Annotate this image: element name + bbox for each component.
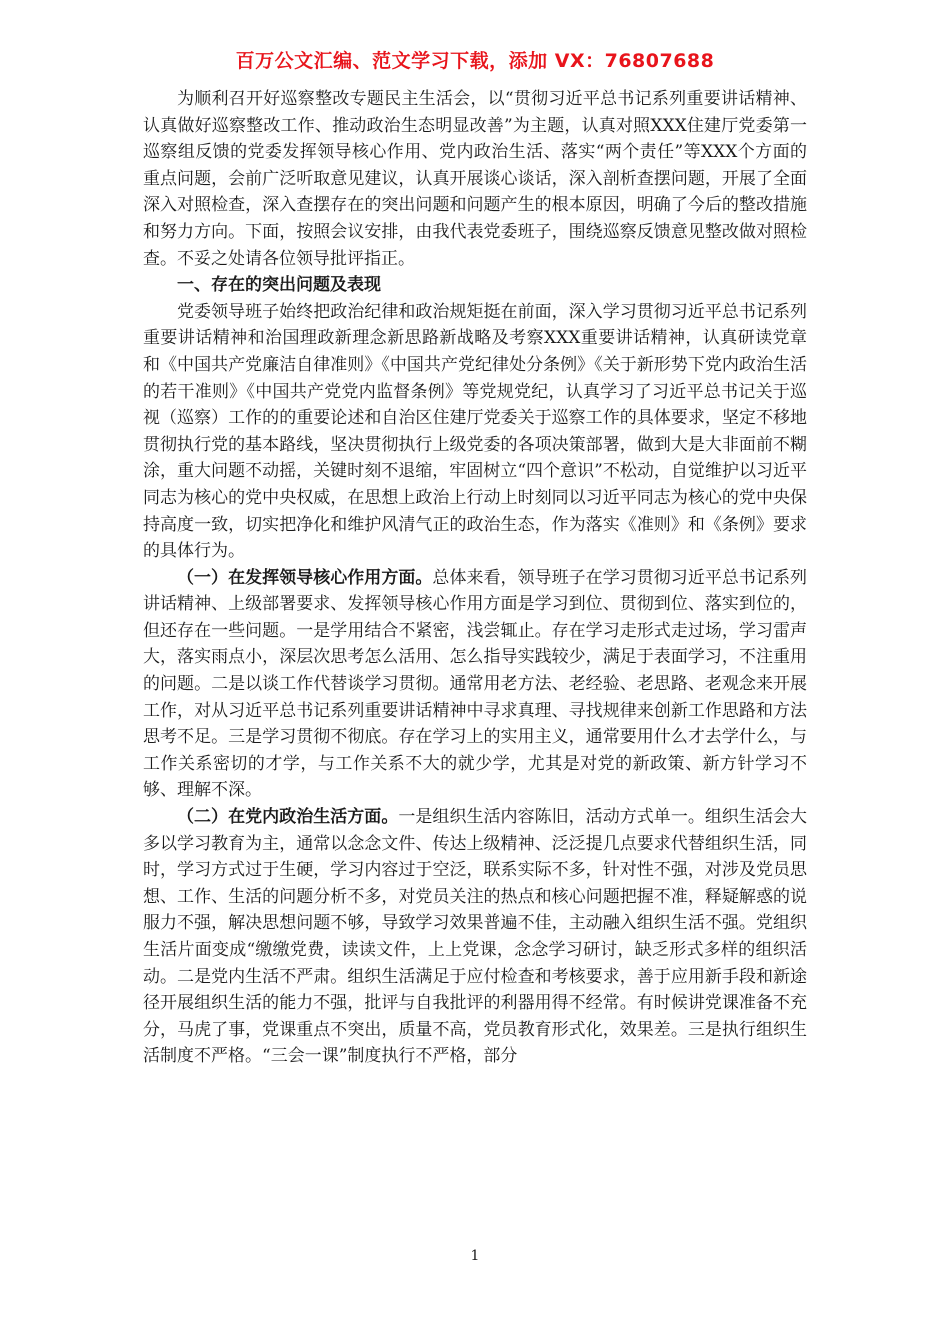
subsection-1-title: （一）在发挥领导核心作用方面。 bbox=[177, 567, 433, 588]
intro-paragraph: 为顺利召开好巡察整改专题民主生活会，以“贯彻习近平总书记系列重要讲话精神、认真做好巡察整改工作、推动政治生态明显改善”为主题，认真对照XXX住建厅党委第一巡察组反馈的党委发挥领导核心作用、党内政治生活、落实“两个责任”等XXX个方面的重点问题，会前广泛听取意见建议，认真开展谈心谈话，深入剖析查摆问题，开展了全面深入对照检查，深入查摆存在的突出问题和问题产生的根本原因，明确了今后的整改措施和努力方向。下面，按照会议安排，由我代表党委班子，围绕巡察反馈意见整改做对照检查。不妥之处请各位领导批评指正。 bbox=[143, 89, 807, 269]
section-heading: 一、存在的突出问题及表现 bbox=[177, 275, 381, 296]
subsection-1-paragraph bbox=[143, 565, 807, 804]
subsection-2-title: （二）在党内政治生活方面。 bbox=[177, 807, 399, 828]
section-paragraph: 党委领导班子始终把政治纪律和政治规矩挺在前面，深入学习贯彻习近平总书记系列重要讲话精神和治国理政新理念新思路新战略及考察XXX重要讲话精神，认真研读党章和《中国共产党廉洁自律准则》《中国共产党纪律处分条例》《关于新形势下党内政治生活的若干准则》《中国共产党党内监督条例》等党规党纪，认真学习了习近平总书记关于巡视（巡察）工作的的重要论述和自治区住建厅党委关于巡察工作的具体要求，坚定不移地贯彻执行党的基本路线，坚决贯彻执行上级党委的各项决策部署，做到大是大非面前不糊涂，重大问题不动摇，关键时刻不退缩，牢固树立“四个意识”不松动，自觉维护以习近平同志为核心的党中央权威，在思想上政治上行动上时刻同以习近平同志为核心的党中央保持高度一致，切实把净化和维护风清气正的政治生态，作为落实《准则》和《条例》要求的具体行为。 bbox=[143, 301, 807, 562]
subsection-2-paragraph bbox=[143, 804, 807, 1070]
subsection-1-text: 总体来看，领导班子在学习贯彻习近平总书记系列讲话精神、上级部署要求、发挥领导核心作用方面是学习到位、贯彻到位、落实到位的，但还存在一些问题。一是学用结合不紧密，浅尝辄止。存在学习走形式走过场，学习雷声大，落实雨点小，深层次思考怎么活用、怎么指导实践较少，满足于表面学习，不注重用的问题。二是以谈工作代替谈学习贯彻。通常用老方法、老经验、老思路、老观念来开展工作，对从习近平总书记系列重要讲话精神中寻求真理、寻找规律来创新工作思路和方法思考不足。三是学习贯彻不彻底。存在学习上的实用主义，通常要用什么才去学什么，与工作关系密切的才学，与工作关系不大的就少学，尤其是对党的新政策、新方针学习不够、理解不深。 bbox=[143, 567, 808, 801]
watermark-banner: 百万公文汇编、范文学习下载，添加 VX：76807688 bbox=[235, 50, 715, 72]
subsection-2-text: 一是组织生活内容陈旧，活动方式单一。组织生活会大多以学习教育为主，通常以念念文件、传达上级精神、泛泛提几点要求代替组织生活，同时，学习方式过于生硬，学习内容过于空泛，联系实际不多，针对性不强，对涉及党员思想、工作、生活的问题分析不多，对党员关注的热点和核心问题把握不准，释疑解惑的说服力不强，解决思想问题不够，导致学习效果普遍不佳，主动融入组织生活不强。党组织生活片面变成“缴缴党费，读读文件，上上党课，念念学习研讨，缺乏形式多样的组织活动。二是党内生活不严肃。组织生活满足于应付检查和考核要求，善于应用新手段和新途径开展组织生活的能力不强，批评与自我批评的利器用得不经常。有时候讲党课准备不充分，马虎了事，党课重点不突出，质量不高，党员教育形式化，效果差。三是执行组织生活制度不严格。“三会一课”制度执行不严格，部分 bbox=[143, 807, 808, 1067]
document-body bbox=[143, 86, 807, 1070]
page-number: 1 bbox=[470, 1248, 480, 1264]
